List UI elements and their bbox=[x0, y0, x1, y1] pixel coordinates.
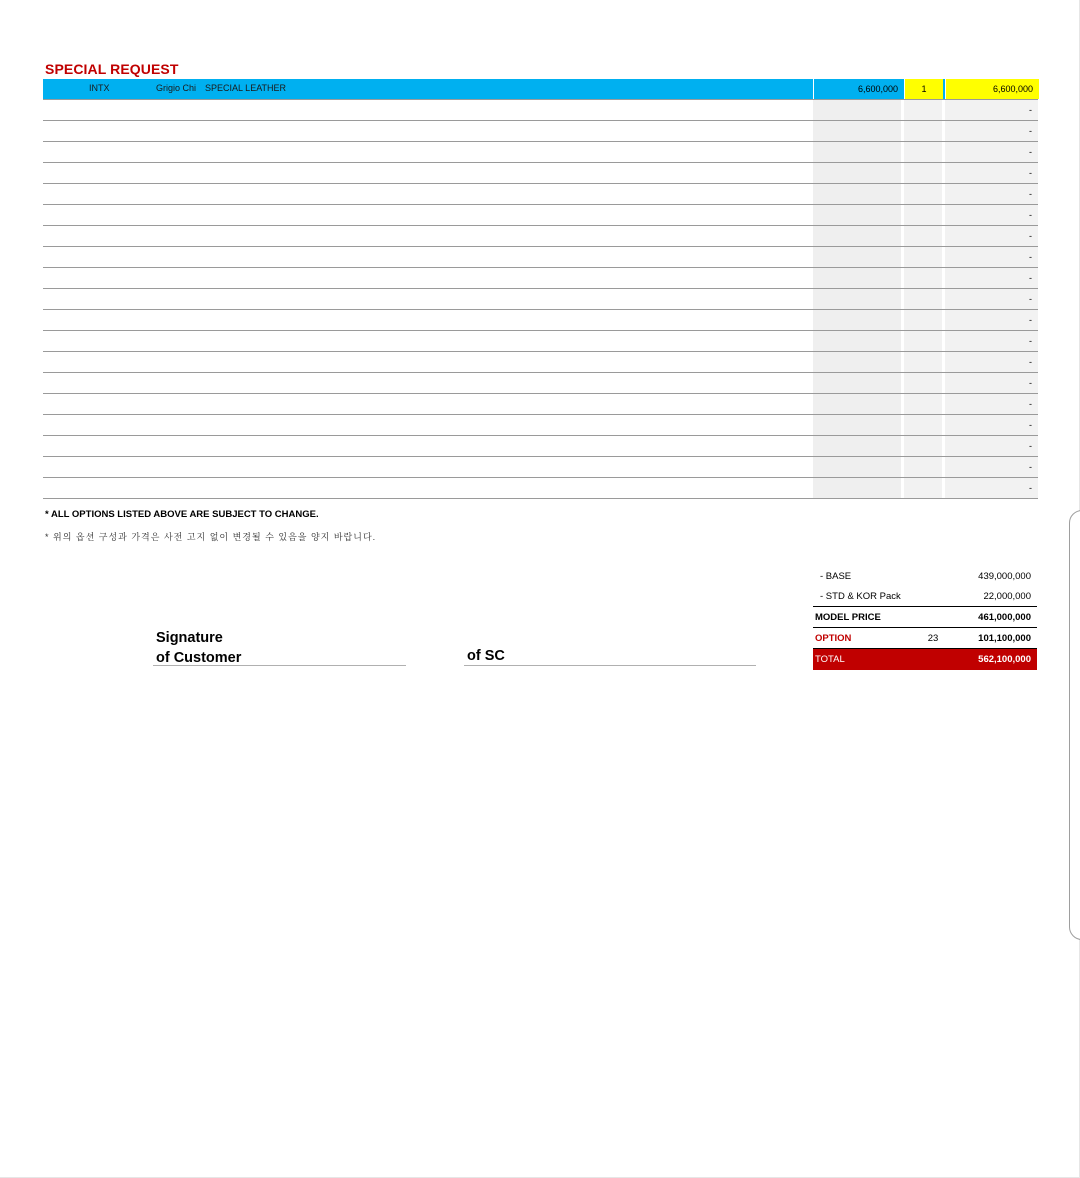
total-value: 562,100,000 bbox=[978, 654, 1031, 665]
qty-cell-value: 1 bbox=[921, 84, 927, 94]
summary-row-option bbox=[813, 627, 1037, 648]
line-total-cell bbox=[945, 142, 1038, 162]
table-row bbox=[43, 289, 1038, 310]
table-row bbox=[43, 331, 1038, 352]
table-row bbox=[43, 310, 1038, 331]
qty-cell bbox=[904, 478, 942, 498]
pack-label: - STD & KOR Pack bbox=[820, 591, 901, 602]
qty-cell bbox=[904, 289, 942, 309]
line-total-cell-value: - bbox=[1029, 441, 1032, 451]
line-total-cell bbox=[945, 415, 1038, 435]
side-scroll-handle[interactable] bbox=[1069, 510, 1080, 940]
line-total-cell bbox=[945, 289, 1038, 309]
qty-cell bbox=[904, 100, 942, 120]
table-row bbox=[43, 478, 1038, 499]
line-total-cell-value: 6,600,000 bbox=[992, 84, 1033, 94]
line-total-cell-value: - bbox=[1029, 378, 1032, 388]
table-row bbox=[43, 142, 1038, 163]
sc-signature-line[interactable] bbox=[464, 665, 756, 666]
notice-korean: * 위의 옵션 구성과 가격은 사전 고지 없이 변경될 수 있음을 양지 바랍니다. bbox=[45, 532, 377, 542]
table-row bbox=[43, 394, 1038, 415]
customer-signature-line2: of Customer bbox=[156, 650, 242, 666]
table-row bbox=[43, 226, 1038, 247]
qty-cell bbox=[904, 310, 942, 330]
line-total-cell bbox=[945, 331, 1038, 351]
table-row bbox=[43, 121, 1038, 142]
table-row bbox=[43, 79, 1038, 100]
line-total-cell-value: - bbox=[1029, 399, 1032, 409]
line-total-cell-value: - bbox=[1029, 273, 1032, 283]
line-total-cell-value: - bbox=[1029, 168, 1032, 178]
qty-cell bbox=[904, 436, 942, 456]
price-cell bbox=[813, 457, 901, 477]
special-request-table bbox=[43, 79, 1038, 499]
option-value: 101,100,000 bbox=[978, 633, 1031, 644]
line-total-cell bbox=[945, 100, 1038, 120]
price-cell bbox=[813, 352, 901, 372]
line-total-cell bbox=[945, 121, 1038, 141]
price-cell bbox=[813, 436, 901, 456]
line-total-cell bbox=[945, 457, 1038, 477]
qty-cell bbox=[904, 268, 942, 288]
option-label: OPTION bbox=[815, 633, 852, 644]
table-row bbox=[43, 163, 1038, 184]
sc-signature-label: of SC bbox=[467, 648, 505, 664]
line-total-cell-value: - bbox=[1029, 189, 1032, 199]
table-row bbox=[43, 352, 1038, 373]
base-value: 439,000,000 bbox=[978, 571, 1031, 582]
price-cell bbox=[813, 310, 901, 330]
qty-cell bbox=[904, 79, 943, 99]
qty-cell bbox=[904, 163, 942, 183]
line-total-cell bbox=[945, 436, 1038, 456]
line-total-cell-value: - bbox=[1029, 462, 1032, 472]
line-total-cell bbox=[945, 352, 1038, 372]
price-cell bbox=[813, 226, 901, 246]
price-cell bbox=[813, 289, 901, 309]
line-total-cell-value: - bbox=[1029, 336, 1032, 346]
table-row bbox=[43, 268, 1038, 289]
price-cell bbox=[813, 79, 902, 99]
table-row bbox=[43, 184, 1038, 205]
qty-cell bbox=[904, 394, 942, 414]
model-price-label: MODEL PRICE bbox=[815, 612, 881, 623]
qty-cell bbox=[904, 373, 942, 393]
price-cell bbox=[813, 121, 901, 141]
price-cell-value: 6,600,000 bbox=[857, 84, 898, 94]
qty-cell bbox=[904, 121, 942, 141]
line-total-cell bbox=[945, 226, 1038, 246]
table-row bbox=[43, 457, 1038, 478]
price-cell bbox=[813, 268, 901, 288]
summary-row-model-price bbox=[813, 606, 1037, 627]
price-cell bbox=[813, 247, 901, 267]
summary-row-total bbox=[813, 648, 1037, 670]
qty-cell bbox=[904, 457, 942, 477]
line-total-cell bbox=[945, 268, 1038, 288]
price-cell bbox=[813, 100, 901, 120]
line-total-cell bbox=[945, 310, 1038, 330]
table-row bbox=[43, 415, 1038, 436]
price-cell bbox=[813, 163, 901, 183]
qty-cell bbox=[904, 415, 942, 435]
line-total-cell-value: - bbox=[1029, 147, 1032, 157]
option-desc-cell: SPECIAL LEATHER bbox=[205, 83, 287, 93]
line-total-cell-value: - bbox=[1029, 126, 1032, 136]
qty-cell bbox=[904, 226, 942, 246]
line-total-cell-value: - bbox=[1029, 231, 1032, 241]
price-cell bbox=[813, 415, 901, 435]
line-total-cell bbox=[945, 478, 1038, 498]
line-total-cell-value: - bbox=[1029, 105, 1032, 115]
model-price-value: 461,000,000 bbox=[978, 612, 1031, 623]
line-total-cell-value: - bbox=[1029, 294, 1032, 304]
line-total-cell bbox=[945, 205, 1038, 225]
price-cell bbox=[813, 184, 901, 204]
table-row bbox=[43, 100, 1038, 121]
table-row bbox=[43, 436, 1038, 457]
qty-cell bbox=[904, 184, 942, 204]
qty-cell bbox=[904, 352, 942, 372]
line-total-cell-value: - bbox=[1029, 210, 1032, 220]
table-row bbox=[43, 373, 1038, 394]
pack-value: 22,000,000 bbox=[983, 591, 1031, 602]
table-row bbox=[43, 205, 1038, 226]
line-total-cell-value: - bbox=[1029, 357, 1032, 367]
line-total-cell-value: - bbox=[1029, 315, 1032, 325]
line-total-cell bbox=[945, 373, 1038, 393]
price-cell bbox=[813, 373, 901, 393]
qty-cell bbox=[904, 331, 942, 351]
line-total-cell bbox=[945, 247, 1038, 267]
price-cell bbox=[813, 478, 901, 498]
table-row bbox=[43, 247, 1038, 268]
line-total-cell bbox=[945, 394, 1038, 414]
qty-cell bbox=[904, 247, 942, 267]
customer-signature-line[interactable] bbox=[153, 665, 406, 666]
line-total-cell bbox=[945, 184, 1038, 204]
section-title: SPECIAL REQUEST bbox=[45, 61, 179, 77]
price-summary bbox=[813, 566, 1037, 670]
line-total-cell-value: - bbox=[1029, 483, 1032, 493]
base-label: - BASE bbox=[820, 571, 852, 582]
option-code-cell: INTX bbox=[89, 83, 110, 93]
customer-signature-label bbox=[156, 628, 241, 668]
line-total-cell bbox=[945, 163, 1038, 183]
notice-english: * ALL OPTIONS LISTED ABOVE ARE SUBJECT TO CHANGE. bbox=[45, 509, 319, 520]
option-count: 23 bbox=[927, 633, 939, 644]
option-name-cell: Grigio Chi bbox=[156, 83, 197, 93]
customer-signature-line1: Signature bbox=[156, 630, 223, 646]
total-label: TOTAL bbox=[815, 654, 845, 665]
price-cell bbox=[813, 394, 901, 414]
price-cell bbox=[813, 331, 901, 351]
line-total-cell-value: - bbox=[1029, 420, 1032, 430]
qty-cell bbox=[904, 205, 942, 225]
price-cell bbox=[813, 142, 901, 162]
line-total-cell bbox=[945, 79, 1039, 99]
qty-cell bbox=[904, 142, 942, 162]
summary-row-base bbox=[813, 566, 1037, 586]
price-cell bbox=[813, 205, 901, 225]
summary-row-pack bbox=[813, 586, 1037, 606]
line-total-cell-value: - bbox=[1029, 252, 1032, 262]
